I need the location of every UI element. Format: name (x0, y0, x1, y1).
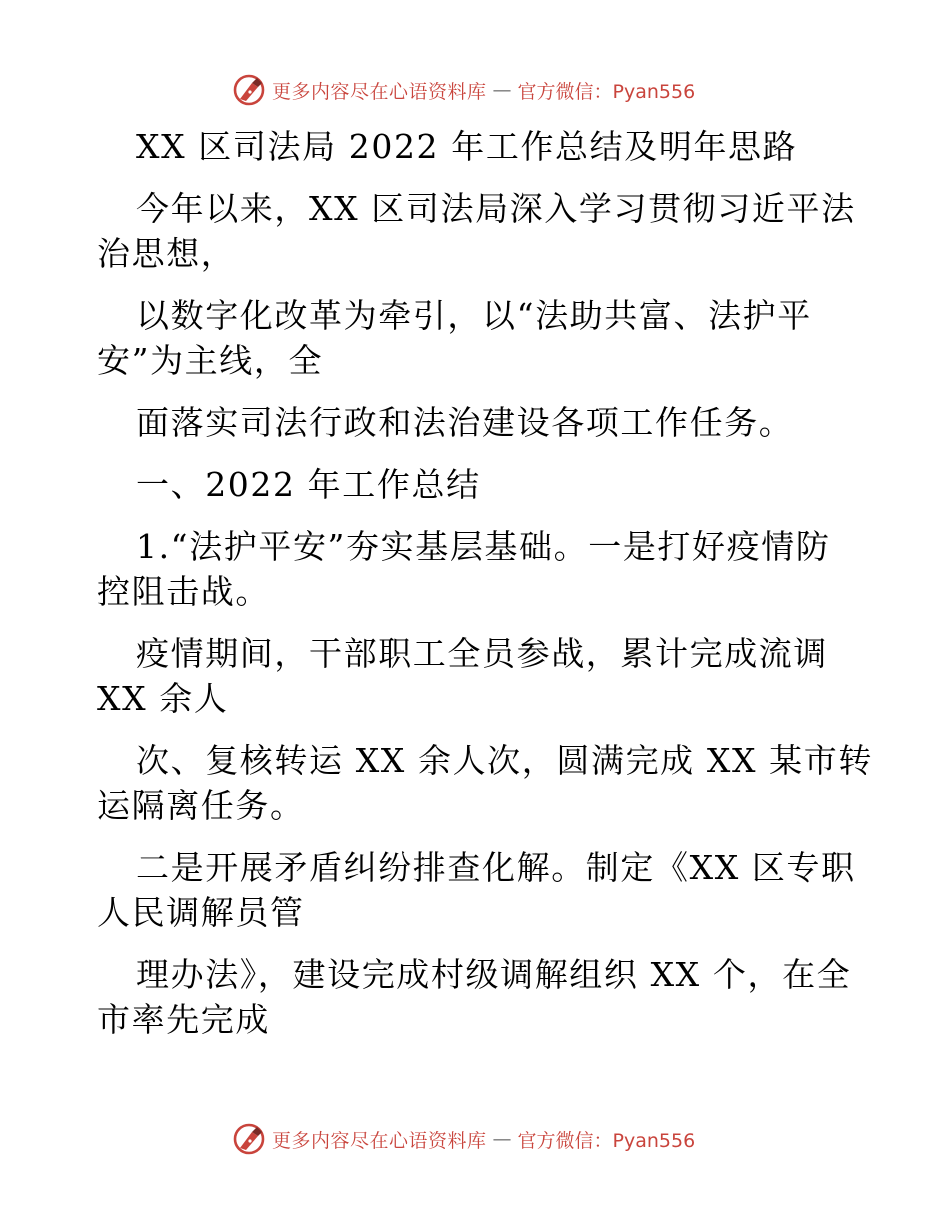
paragraph-line: 治思想， (97, 234, 236, 273)
watermark-text: 更多内容尽在心语资料库 (272, 80, 487, 103)
paragraph-line: 市率先完成 (97, 1000, 270, 1039)
watermark-dash: — (492, 1128, 512, 1150)
paragraph-line: 运隔离任务。 (97, 786, 305, 825)
document-title: XX 区司法局 2022 年工作总结及明年思路 (136, 127, 798, 166)
paragraph-line: 以数字化改革为牵引，以“法助共富、法护平 (136, 296, 812, 335)
watermark-wechat: 官方微信：Pyan556 (517, 1129, 696, 1152)
paragraph-line: 疫情期间，干部职工全员参战，累计完成流调 (136, 634, 828, 673)
watermark-dash: — (492, 79, 512, 101)
paragraph-line: 1.“法护平安”夯实基层基础。一是打好疫情防 (136, 527, 831, 566)
paragraph-line: 面落实司法行政和法治建设各项工作任务。 (136, 403, 794, 442)
pen-nib-logo-icon (232, 1122, 266, 1156)
header-watermark (232, 72, 695, 108)
watermark-wechat: 官方微信：Pyan556 (517, 80, 696, 103)
paragraph-line: XX 余人 (97, 679, 229, 718)
paragraph-line: 次、复核转运 XX 余人次，圆满完成 XX 某市转 (136, 741, 873, 780)
paragraph-line: 二是开展矛盾纠纷排查化解。制定《XX 区专职 (136, 848, 856, 887)
paragraph-line: 人民调解员管 (97, 893, 305, 932)
paragraph-line: 控阻击战。 (97, 572, 270, 611)
pen-nib-logo-icon (232, 73, 266, 107)
paragraph-line: 理办法》，建设完成村级调解组织 XX 个，在全 (136, 955, 852, 994)
document-body (97, 124, 873, 1042)
paragraph-line: 今年以来，XX 区司法局深入学习贯彻习近平法 (136, 189, 856, 228)
section-heading: 一、2022 年工作总结 (136, 465, 481, 504)
watermark-text: 更多内容尽在心语资料库 (272, 1129, 487, 1152)
footer-watermark (232, 1121, 695, 1157)
paragraph-line: 安”为主线，全 (97, 341, 324, 380)
